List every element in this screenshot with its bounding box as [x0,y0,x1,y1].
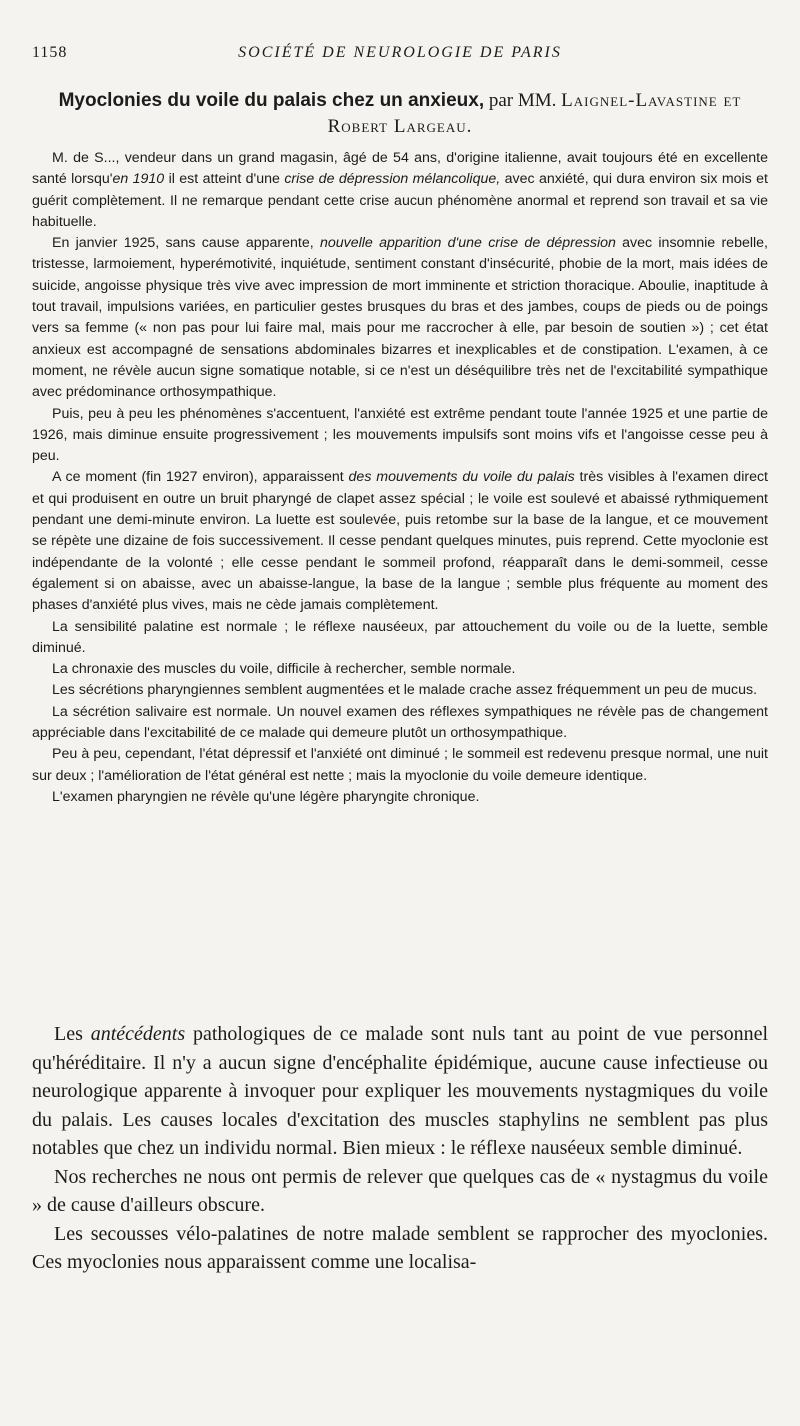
observation-paragraph [32,467,768,616]
italic-run: en 1910 [112,171,165,188]
italic-run: nouvelle apparition d'une crise de dépression [319,235,616,252]
observation-paragraph [32,617,768,660]
italic-run: crise de dépression mélancolique, [284,171,501,188]
observation-paragraph [32,233,768,403]
italic-run: antécédents [90,1023,186,1045]
text-run: avec anxiété, qui dura environ six mois et guérit complètement. Il ne remarque pendant cette crise aucun phénomène anormal et reprend son travail et sa vie habituelle. [32,171,769,230]
text-run: très visibles à l'examen direct et qui produisent en outre un bruit pharyngé de clapet assez spécial ; le voile est soulevé et abaissé rythmiquement pendant une demi-minute environ. La luette est soulevée, puis retombe sur la base de la langue, et ce mouvement se répète une dizaine de fois successivement. Il cesse pendant quelques minutes, puis reprend. Cette myoclonie est indépendante de la volonté ; elle cesse pendant le sommeil profond, réapparaît dans le demi-sommeil, cesse également si on abaisse, avec un abaisse-langue, la base de la langue ; semble plus fréquente au moment des phases d'anxiété plus vives, mais ne cède jamais complètement. [32,469,768,614]
italic-run: des mouvements du voile du palais [348,469,575,486]
text-run: La sensibilité palatine est normale ; le réflexe nauséeux, par attouchement du voile ou de la luette, semble diminué. [32,618,768,656]
observation-paragraph [32,680,768,701]
observation-paragraph [32,404,768,468]
text-run: A ce moment (fin 1927 environ), apparaissent [52,469,349,486]
text-run: La sécrétion salivaire est normale. Un nouvel examen des réflexes sympathiques ne révèle pas de changement appréciable dans l'excitabilité de ce malade qui demeure plutôt un orthosympathique. [32,703,768,742]
text-run: La chronaxie des muscles du voile, difficile à rechercher, semble normale. [52,661,516,678]
text-run: M. de S..., vendeur dans un grand magasin, âgé de 54 ans, d'origine italienne, avait toujours été en excellente santé lorsqu' [32,150,768,188]
discussion-paragraph [32,1220,768,1277]
text-run: L'examen pharyngien ne révèle qu'une légère pharyngite chronique. [52,788,480,805]
discussion [32,1020,768,1277]
article-authors: Laignel-Lavastine et Robert Largeau. [327,90,742,137]
article-title-block [32,88,768,140]
text-run: Les [54,1023,91,1045]
observation-paragraph [32,702,768,745]
page-number: 1158 [32,44,68,61]
text-run: Puis, peu à peu les phénomènes s'accentuent, l'anxiété est extrême pendant toute l'année 1925 et une partie de 1926, mais diminue ensuite progressivement ; les mouvements impulsifs sont moins vifs et l'angoisse cesse peu à peu. [32,405,768,465]
text-run: Nos recherches ne nous ont permis de relever que quelques cas de « nystagmus du voile » de cause d'ailleurs obscure. [32,1165,768,1216]
observation-paragraph [32,659,768,680]
text-run: Les sécrétions pharyngiennes semblent augmentées et le malade crache assez fréquemment un peu de mucus. [52,682,758,699]
discussion-paragraph [32,1020,768,1163]
text-run: Les secousses vélo-palatines de notre malade semblent se rapprocher des myoclonies. Ces myoclonies nous apparaissent comme une localisa- [32,1222,768,1273]
text-run: il est atteint d'une [164,171,285,188]
text-run: Peu à peu, cependant, l'état dépressif et l'anxiété ont diminué ; le sommeil est redevenu presque normal, une nuit sur deux ; l'amélioration de l'état général est nette ; mais la myoclonie du voile demeure identique. [32,746,768,784]
text-run: avec insomnie rebelle, tristesse, larmoiement, hyperémotivité, inquiétude, sentiment constant d'insécurité, phobie de la mort, mais idées de suicide, angoisse physique très vive avec impression de mort imminente et striction thoracique. Aboulie, inaptitude à tout travail, impulsions variées, en particulier gestes brusques du bras et des jambes, coups de pieds ou de poings vers sa femme (« non pas pour lui faire mal, mais pour me raccrocher à elle, par besoin de soutien ») ; cet état anxieux est accompagné de sensations abdominales bizarres et inexplicables et de constipation. L'examen, à ce moment, ne révèle aucun signe somatique notable, si ce n'est un déséquilibre très net de l'excitabilité sympathique avec prédominance orthosympathique. [32,235,768,401]
text-run: En janvier 1925, sans cause apparente, [52,235,320,252]
text-run: pathologiques de ce malade sont nuls tant au point de vue personnel qu'héréditaire. Il n'y a aucun signe d'encéphalite épidémique, aucune cause infectieuse ou neurologique apparente à invoquer pour expliquer les mouvements nystagmiques du voile du palais. Les causes locales d'excitation des muscles staphylins ne semblent pas plus notables que chez un individu normal. Bien mieux : le réflexe nauséeux semble diminué. [32,1023,769,1159]
observation-paragraph [32,148,768,233]
case-observation [32,148,768,808]
discussion-paragraph [32,1163,768,1220]
observation-paragraph [32,744,768,787]
running-title: SOCIÉTÉ DE NEUROLOGIE DE PARIS [238,44,562,61]
article-title: Myoclonies du voile du palais chez un anxieux, [58,90,485,111]
page-header [32,44,768,68]
observation-paragraph [32,787,768,808]
authors-prefix: par MM. [488,90,557,111]
